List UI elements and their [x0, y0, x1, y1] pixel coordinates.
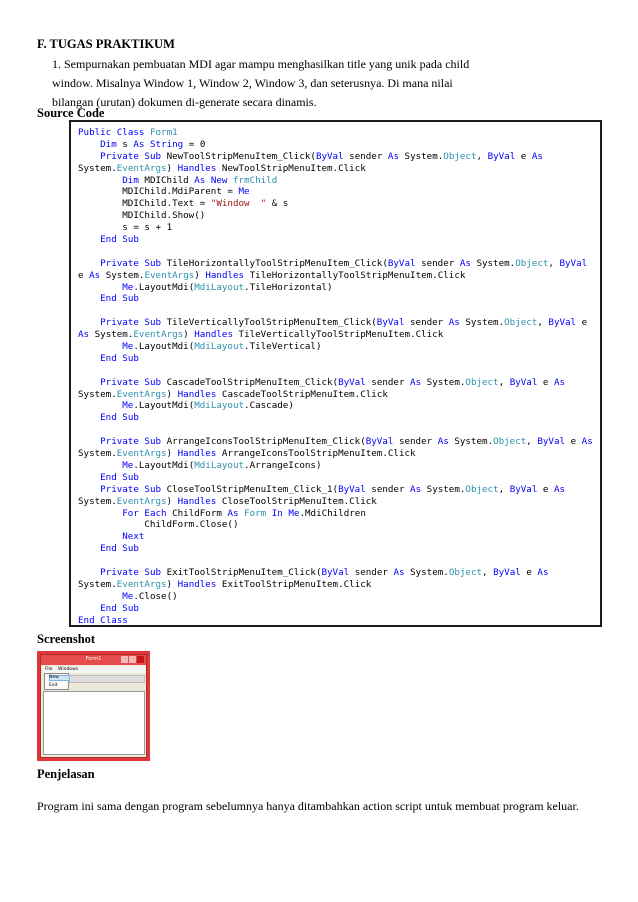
menu-bar — [43, 666, 145, 673]
screenshot-label: Screenshot — [37, 632, 96, 646]
code-line: Me.Close() — [122, 590, 178, 602]
task-description — [52, 55, 522, 113]
code-line: Public Class Form1 — [78, 127, 178, 138]
code-line: Private Sub ExitToolStripMenuItem_Click(ByVal sender As System.Object, ByVal e As — [100, 566, 549, 578]
mdi-client-area — [43, 691, 145, 755]
file-dropdown — [44, 673, 69, 690]
code-line: ChildForm.Close() — [144, 519, 239, 531]
code-line: Me.LayoutMdi(MdiLayout.TileHorizontal) — [122, 281, 333, 293]
code-line: Me.LayoutMdi(MdiLayout.TileVertical) — [122, 341, 322, 353]
code-line: Private Sub NewToolStripMenuItem_Click(ByVal sender As System.Object, ByVal e As — [100, 150, 543, 162]
maximize-icon[interactable] — [129, 656, 136, 663]
window-title: Form1 — [85, 656, 102, 662]
code-line: Private Sub TileHorizontallyToolStripMenuItem_Click(ByVal sender As System.Object, ByVal — [100, 257, 588, 269]
minimize-icon[interactable] — [121, 656, 128, 663]
code-box — [69, 120, 602, 627]
code-line: Me.LayoutMdi(MdiLayout.Cascade) — [122, 400, 294, 412]
code-line: Private Sub CloseToolStripMenuItem_Click_1(ByVal sender As System.Object, ByVal e As — [100, 483, 566, 495]
code-line: Private Sub TileVerticallyToolStripMenuItem_Click(ByVal sender As System.Object, ByVal e — [100, 317, 588, 329]
code-line: MDIChild.MdiParent = Me — [122, 186, 250, 198]
code-line: End Sub — [100, 412, 139, 424]
code-line: For Each ChildForm As Form In Me.MdiChildren — [122, 507, 366, 519]
code-line — [78, 365, 593, 377]
window-controls — [121, 656, 144, 663]
code-line: Dim MDIChild As New frmChild — [122, 174, 278, 186]
task-line-2: window. Misalnya Window 1, Window 2, Window 3, dan seterusnya. Di mana nilai — [52, 76, 453, 91]
code-line: End Class — [78, 614, 128, 626]
code-line: Next — [122, 531, 145, 543]
menu-file[interactable]: File — [45, 667, 53, 672]
code-line: End Sub — [100, 352, 139, 364]
code-line: End Sub — [100, 471, 139, 483]
code-line — [78, 424, 593, 436]
menu-item-exit[interactable]: Exit — [49, 683, 58, 688]
code-line: Private Sub ArrangeIconsToolStripMenuItem_Click(ByVal sender As System.Object, ByVal e As — [100, 436, 593, 448]
code-line: End Sub — [100, 602, 139, 614]
code-line: End Sub — [100, 293, 139, 305]
code-line: s = s + 1 — [122, 222, 173, 234]
code-line: System.EventArgs) Handles CloseToolStripMenuItem.Click — [78, 495, 377, 507]
code-line — [78, 246, 593, 258]
code-line: System.EventArgs) Handles CascadeToolStripMenuItem.Click — [78, 388, 388, 400]
code-line: MDIChild.Text = "Window " & s — [122, 198, 289, 210]
mdi-parent-window — [40, 654, 147, 758]
task-line-1: 1. Sempurnakan pembuatan MDI agar mampu menghasilkan title yang unik pada child — [52, 57, 470, 71]
code-line: Dim s As String = 0 — [100, 138, 206, 150]
code-line: e As System.EventArgs) Handles TileHorizontallyToolStripMenuItem.Click — [78, 269, 466, 281]
explanation-text: Program ini sama dengan program sebelumnya hanya ditambahkan action script untuk membuat program keluar. — [37, 799, 579, 813]
code-line: End Sub — [100, 234, 139, 246]
section-heading: F. TUGAS PRAKTIKUM — [37, 37, 175, 51]
toolstrip — [69, 675, 145, 683]
code-line — [78, 555, 593, 567]
source-code-label: Source Code — [37, 106, 105, 120]
window-titlebar — [41, 655, 146, 665]
app-screenshot — [37, 651, 150, 761]
code-line: MDIChild.Show() — [122, 210, 206, 222]
close-icon[interactable] — [137, 656, 144, 663]
task-line-3: bilangan (urutan) dokumen di-generate secara dinamis. — [52, 95, 317, 110]
code-listing — [78, 127, 593, 626]
code-line: End Sub — [100, 543, 139, 555]
code-line — [78, 305, 593, 317]
code-line: Private Sub CascadeToolStripMenuItem_Click(ByVal sender As System.Object, ByVal e As — [100, 376, 566, 388]
menu-windows[interactable]: Windows — [58, 667, 79, 672]
code-line: As System.EventArgs) Handles TileVerticallyToolStripMenuItem.Click — [78, 329, 444, 341]
code-line: System.EventArgs) Handles NewToolStripMenuItem.Click — [78, 162, 366, 174]
menu-item-new[interactable]: New — [49, 675, 59, 680]
code-line: Me.LayoutMdi(MdiLayout.ArrangeIcons) — [122, 459, 322, 471]
explanation-label: Penjelasan — [37, 767, 95, 781]
code-line: System.EventArgs) Handles ArrangeIconsToolStripMenuItem.Click — [78, 448, 416, 460]
code-line: System.EventArgs) Handles ExitToolStripMenuItem.Click — [78, 578, 372, 590]
